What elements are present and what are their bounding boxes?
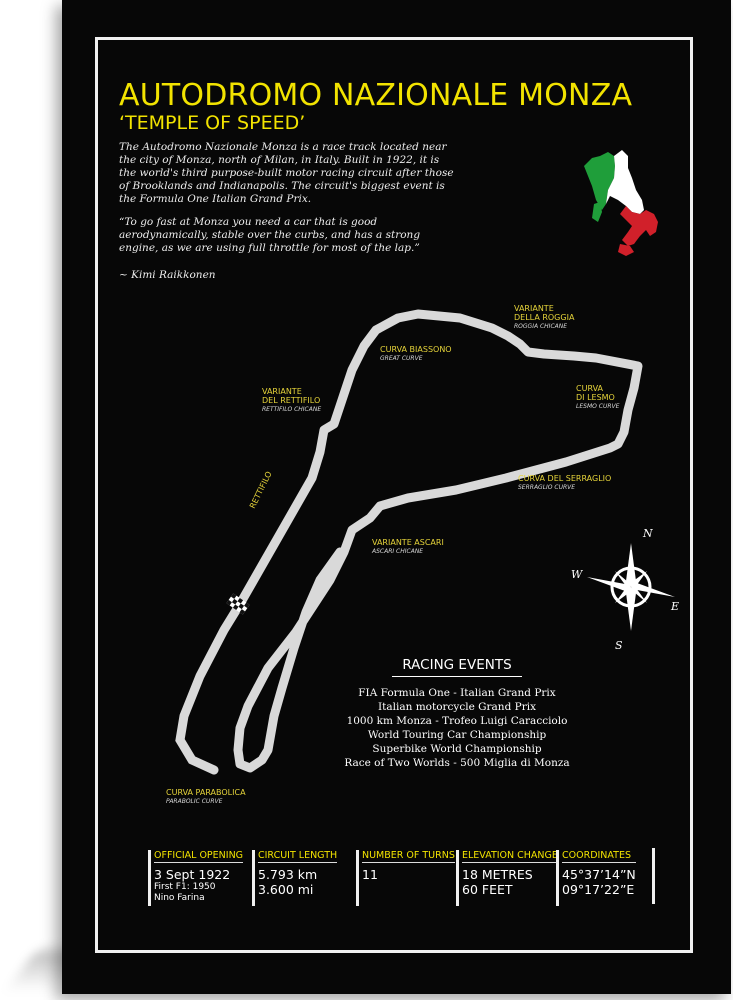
label-curva-di-lesmo (576, 384, 619, 411)
stat-value: 45°37’14”N (562, 867, 636, 882)
stat-header: NUMBER OF TURNS (362, 850, 455, 861)
stat-header: COORDINATES (562, 850, 636, 863)
stat-circuit-length (252, 850, 337, 906)
label-sub: SERRAGLIO CURVE (518, 484, 576, 491)
label-line: CURVA PARABOLICA (166, 788, 246, 797)
label-variante-della-roggia (514, 304, 574, 331)
poster-title: AUTODROMO NAZIONALE MONZA (119, 78, 633, 113)
compass-e: E (671, 600, 680, 613)
stat-note: Nino Farina (154, 893, 205, 903)
compass-rose-icon (571, 527, 679, 652)
racing-events-heading: RACING EVENTS (392, 657, 522, 677)
stat-value: 11 (362, 867, 378, 882)
track-map (62, 0, 731, 994)
label-sub: GREAT CURVE (380, 355, 423, 362)
racing-event-item: Italian motorcycle Grand Prix (378, 701, 536, 713)
italy-green (584, 152, 615, 210)
rettifilo-straight-inner (180, 604, 240, 770)
label-sub: LESMO CURVE (576, 403, 620, 410)
label-line: CURVA BIASSONO (380, 345, 452, 354)
intro-paragraph: The Autodromo Nazionale Monza is a race track located near the city of Monza, north of Milan, in Italy. Built in 1922, it is the world's third purpose-built motor racing circuit after those of Brooklands and Indianapolis. The circuit's biggest event is the Formula One Italian Grand Prix. (119, 141, 454, 205)
stat-header: ELEVATION CHANGE (462, 850, 558, 861)
racing-event-item: Race of Two Worlds - 500 Miglia di Monza (344, 757, 570, 769)
label-sub: PARABOLIC CURVE (166, 798, 223, 805)
quote-author: ~ Kimi Raikkonen (119, 269, 216, 281)
compass-s: S (615, 639, 623, 652)
sicily (618, 244, 634, 256)
stat-value: 5.793 km (258, 867, 318, 882)
stat-official-opening (148, 850, 243, 906)
quote-paragraph: “To go fast at Monza you need a car that is good aerodynamically, stable over the curbs, and has a strong engine, as we are using full throttle for most of the lap.” (119, 216, 421, 254)
italy-map-icon (584, 150, 658, 256)
label-line: CURVA DEL SERRAGLIO (518, 474, 612, 483)
label-line: DELLA ROGGIA (514, 313, 575, 322)
stat-value: 3.600 mi (258, 882, 314, 897)
poster-canvas (62, 0, 731, 994)
racing-event-item: World Touring Car Championship (367, 729, 547, 741)
label-curva-parabolica (166, 788, 246, 806)
racing-event-item: 1000 km Monza - Trofeo Luigi Caracciolo (346, 715, 568, 727)
stat-header: CIRCUIT LENGTH (258, 850, 338, 861)
label-line: VARIANTE (262, 387, 302, 396)
stat-value: 09°17’22”E (562, 882, 635, 897)
stat-value: 3 Sept 1922 (154, 867, 231, 882)
label-sub: ASCARI CHICANE (372, 548, 424, 555)
label-line: CURVA (576, 384, 603, 393)
stat-header: OFFICIAL OPENING (154, 850, 244, 861)
stat-value: 18 METRES (462, 867, 533, 882)
racing-event-item: Superbike World Championship (372, 743, 542, 755)
label-line: RETTIFILO (248, 470, 274, 510)
stats-end-divider (652, 848, 655, 904)
compass-w: W (571, 568, 583, 581)
label-curva-biassono (380, 345, 452, 363)
label-curva-del-serraglio (518, 474, 611, 492)
compass-n: N (643, 527, 653, 540)
label-line: VARIANTE (514, 304, 554, 313)
racing-event-item: FIA Formula One - Italian Grand Prix (358, 687, 556, 699)
stat-coordinates (556, 850, 636, 906)
sardinia (592, 202, 602, 222)
stat-note: First F1: 1950 (154, 882, 216, 892)
label-line: DEL RETTIFILO (262, 396, 321, 405)
label-sub: RETTIFILO CHICANE (262, 406, 322, 413)
label-line: DI LESMO (576, 393, 615, 402)
racing-events-list (342, 686, 572, 770)
label-sub: ROGGIA CHICANE (514, 323, 568, 330)
stat-value: 60 FEET (462, 882, 513, 897)
label-line: VARIANTE ASCARI (372, 538, 444, 547)
label-variante-del-rettifilo (262, 387, 321, 414)
stat-elevation-change (456, 850, 558, 906)
poster-subtitle: ‘TEMPLE OF SPEED’ (119, 112, 306, 134)
stat-number-of-turns (356, 850, 455, 906)
label-variante-ascari (372, 538, 444, 556)
